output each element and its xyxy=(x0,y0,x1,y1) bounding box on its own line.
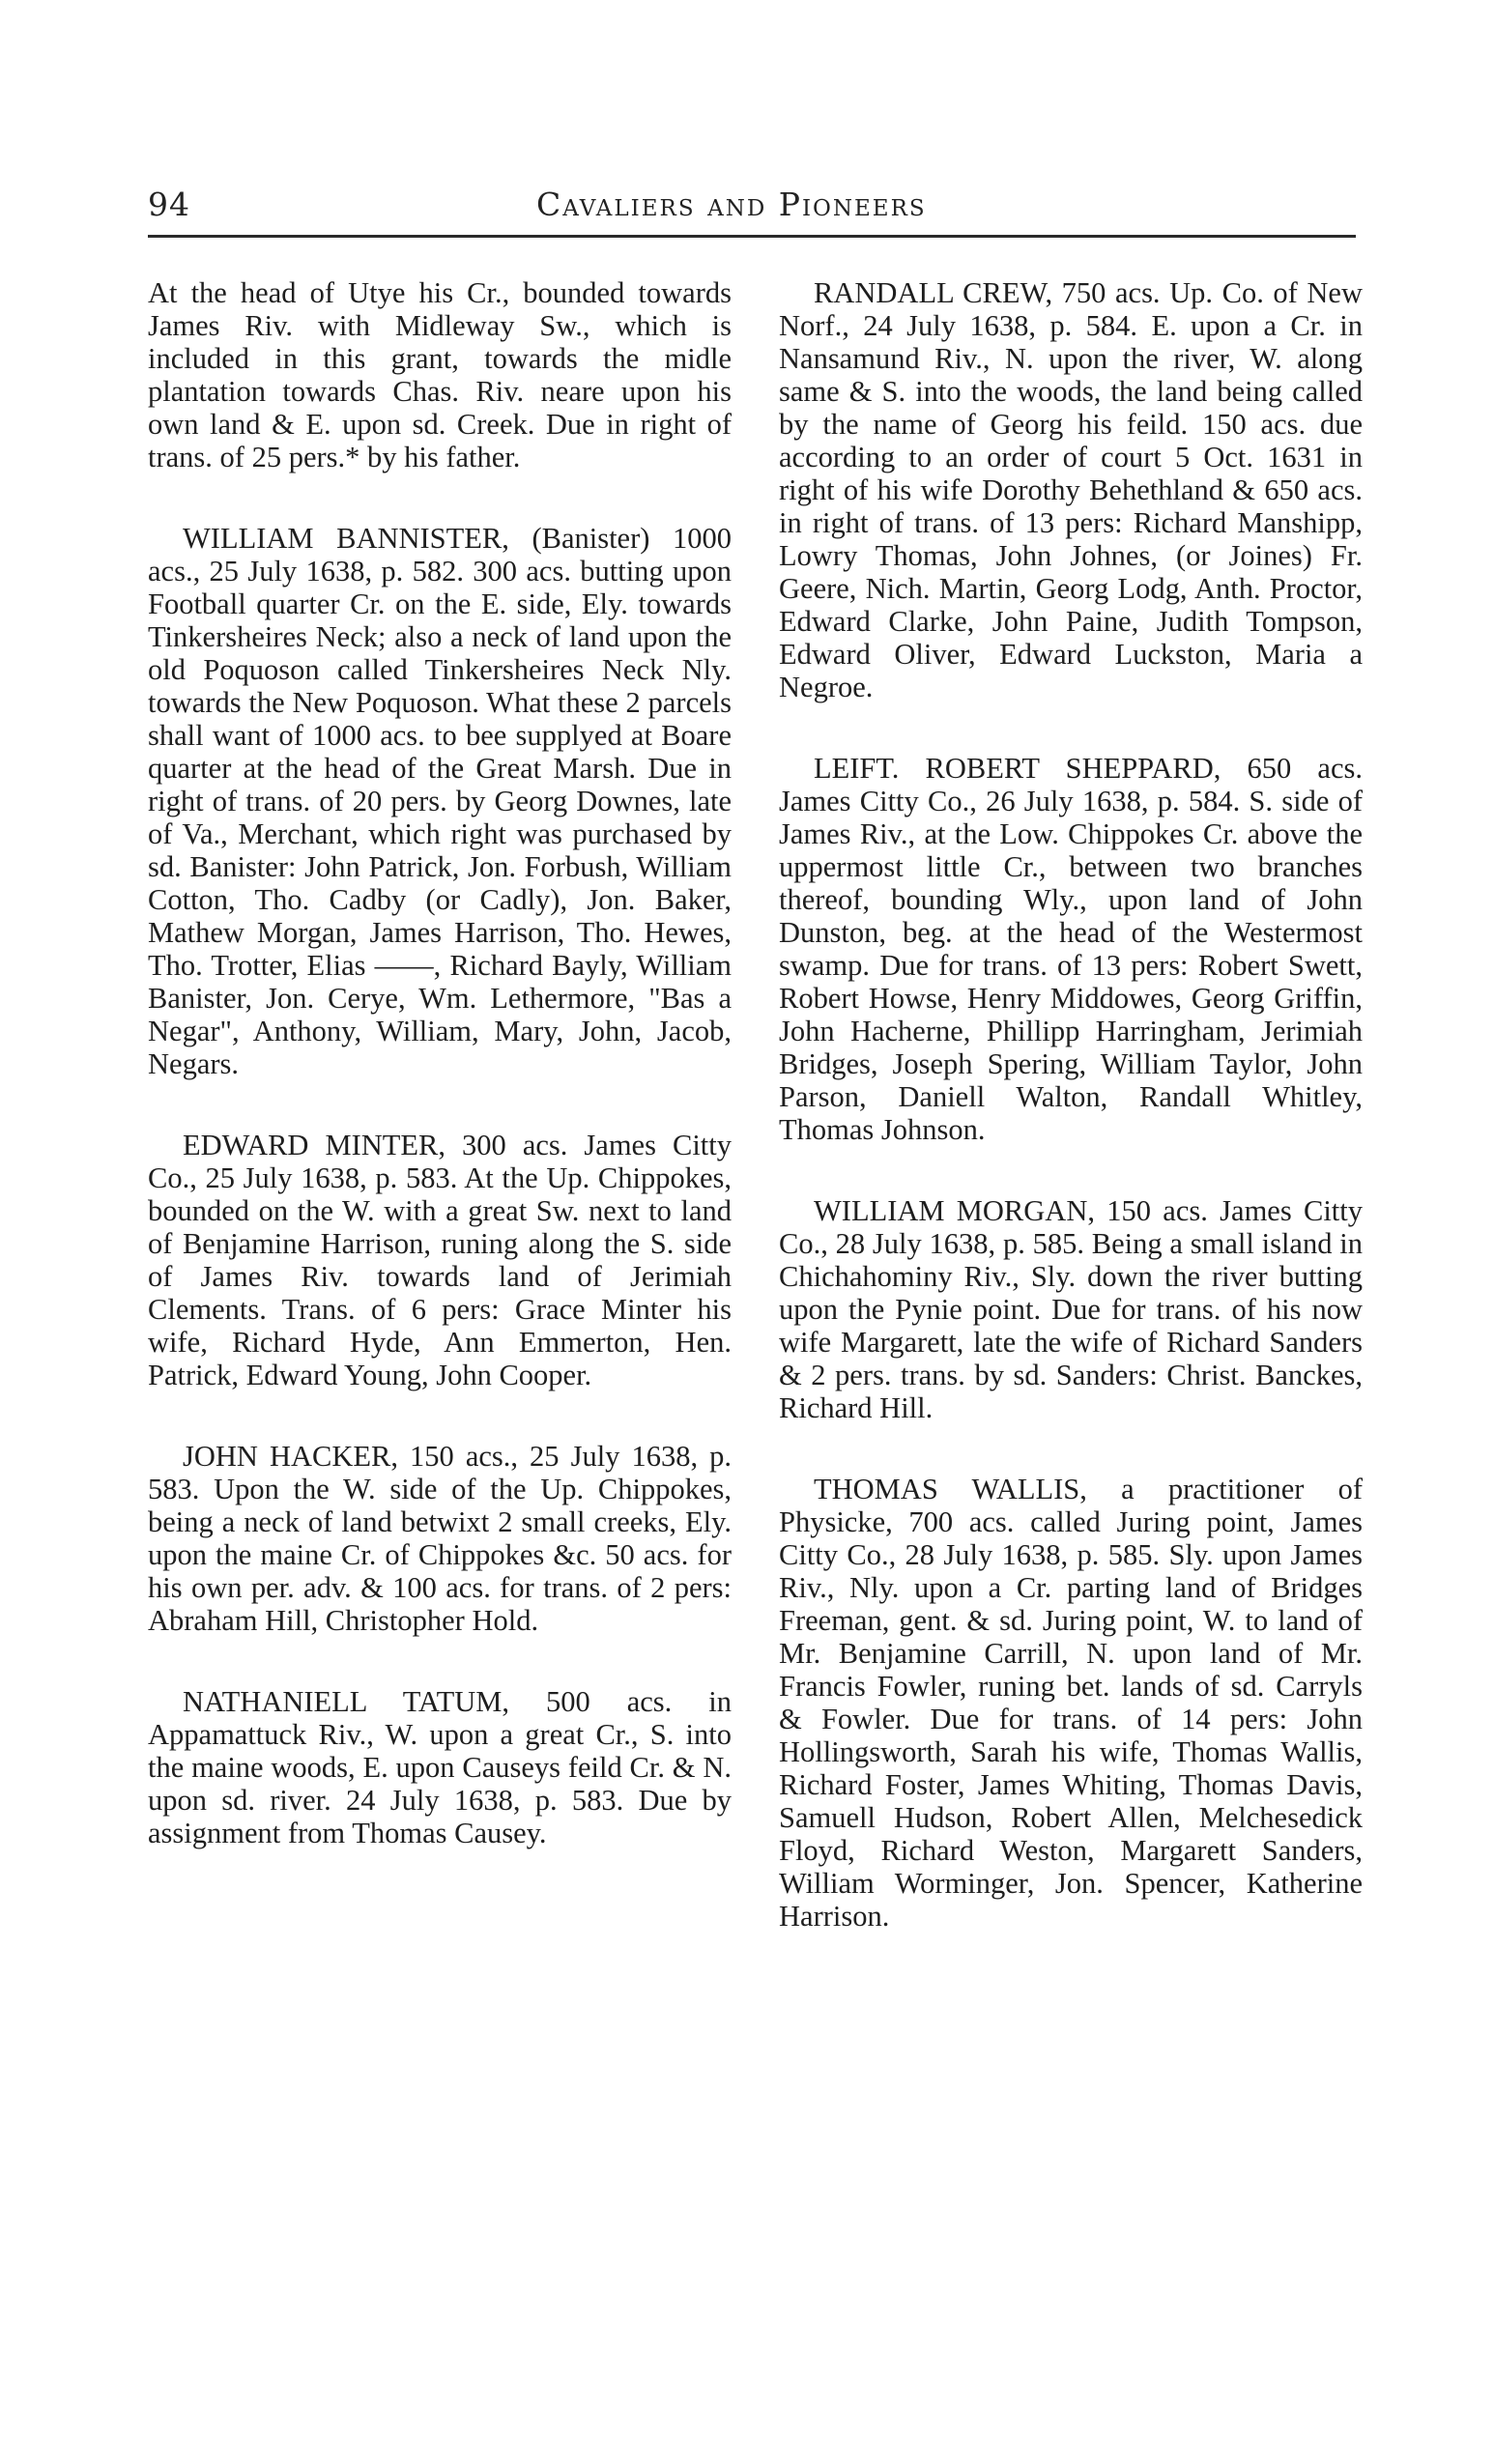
entry-william-bannister: WILLIAM BANNISTER, (Banister) 1000 acs., 25 July 1638, p. 582. 300 acs. butting upon Football quarter Cr. on the E. side, Ely. towards Tinkersheires Neck; also a neck of land upon the old Poquoson called Tinkersheires Neck Nly. towards the New Poquoson. What these 2 parcels shall want of 1000 acs. to bee supplyed at Boare quarter at the head of the Great Marsh. Due in right of trans. of 20 pers. by Georg Downes, late of Va., Merchant, which right was purchased by sd. Banister: John Patrick, Jon. Forbush, William Cotton, Tho. Cadby (or Cadly), Jon. Baker, Mathew Morgan, James Harrison, Tho. Hewes, Tho. Trotter, Elias ——, Richard Bayly, William Banister, Jon. Cerye, Wm. Lethermore, "Bas a Negar", Anthony, William, Mary, John, Jacob, Negars. xyxy=(148,522,732,1080)
entry-william-morgan: WILLIAM MORGAN, 150 acs. James Citty Co., 28 July 1638, p. 585. Being a small island in Chichahominy Riv., Sly. down the river butting upon the Pynie point. Due for trans. of his now wife Margarett, late the wife of Richard Sanders & 2 pers. trans. by sd. Sanders: Christ. Banckes, Richard Hill. xyxy=(779,1194,1363,1424)
entry-edward-minter: EDWARD MINTER, 300 acs. James Citty Co., 25 July 1638, p. 583. At the Up. Chippokes, bounded on the W. with a great Sw. next to land of Benjamine Harrison, runing along the S. side of James Riv. towards land of Jerimiah Clements. Trans. of 6 pers: Grace Minter his wife, Richard Hyde, Ann Emmerton, Hen. Patrick, Edward Young, John Cooper. xyxy=(148,1129,732,1391)
entry-randall-crew: RANDALL CREW, 750 acs. Up. Co. of New Norf., 24 July 1638, p. 584. E. upon a Cr. in Nansamund Riv., N. upon the river, W. along same & S. into the woods, the land being called by the name of Georg his feild. 150 acs. due according to an order of court 5 Oct. 1631 in right of his wife Dorothy Behethland & 650 acs. in right of trans. of 13 pers: Richard Manshipp, Lowry Thomas, John Johnes, (or Joines) Fr. Geere, Nich. Martin, Georg Lodg, Anth. Proctor, Edward Clarke, John Paine, Judith Tompson, Edward Oliver, Edward Luckston, Maria a Negroe. xyxy=(779,276,1363,703)
left-column xyxy=(148,276,732,1898)
right-column xyxy=(779,276,1363,1981)
entry-john-hacker: JOHN HACKER, 150 acs., 25 July 1638, p. 583. Upon the W. side of the Up. Chippokes, being a neck of land betwixt 2 small creeks, Ely. upon the maine Cr. of Chippokes &c. 50 acs. for his own per. adv. & 100 acs. for trans. of 2 pers: Abraham Hill, Christopher Hold. xyxy=(148,1440,732,1637)
page-number: 94 xyxy=(148,186,190,223)
running-header xyxy=(148,176,1356,234)
continued-entry: At the head of Utye his Cr., bounded towards James Riv. with Midleway Sw., which is included in this grant, towards the midle plantation towards Chas. Riv. neare upon his own land & E. upon sd. Creek. Due in right of trans. of 25 pers.* by his father. xyxy=(148,276,732,473)
entry-robert-sheppard: LEIFT. ROBERT SHEPPARD, 650 acs. James Citty Co., 26 July 1638, p. 584. S. side of James Riv., at the Low. Chippokes Cr. above the uppermost little Cr., between two branches thereof, bounding Wly., upon land of John Dunston, beg. at the head of the Westermost swamp. Due for trans. of 13 pers: Robert Swett, Robert Howse, Henry Middowes, Georg Griffin, John Hacherne, Phillipp Harringham, Jerimiah Bridges, Joseph Spering, William Taylor, John Parson, Daniell Walton, Randall Whitley, Thomas Johnson. xyxy=(779,752,1363,1146)
entry-nathaniell-tatum: NATHANIELL TATUM, 500 acs. in Appamattuck Riv., W. upon a great Cr., S. into the maine woods, E. upon Causeys feild Cr. & N. upon sd. river. 24 July 1638, p. 583. Due by assignment from Thomas Causey. xyxy=(148,1685,732,1849)
header-rule xyxy=(148,235,1356,238)
running-title: Cavaliers and Pioneers xyxy=(536,186,927,223)
entry-thomas-wallis: THOMAS WALLIS, a practitioner of Physicke, 700 acs. called Juring point, James Citty Co., 28 July 1638, p. 585. Sly. upon James Riv., Nly. upon a Cr. parting land of Bridges Freeman, gent. & sd. Juring point, W. to land of Mr. Benjamine Carrill, N. upon land of Mr. Francis Fowler, runing bet. lands of sd. Carryls & Fowler. Due for trans. of 14 pers: John Hollingsworth, Sarah his wife, Thomas Wallis, Richard Foster, James Whiting, Thomas Davis, Samuell Hudson, Robert Allen, Melchesedick Floyd, Richard Weston, Margarett Sanders, William Worminger, Jon. Spencer, Katherine Harrison. xyxy=(779,1473,1363,1933)
